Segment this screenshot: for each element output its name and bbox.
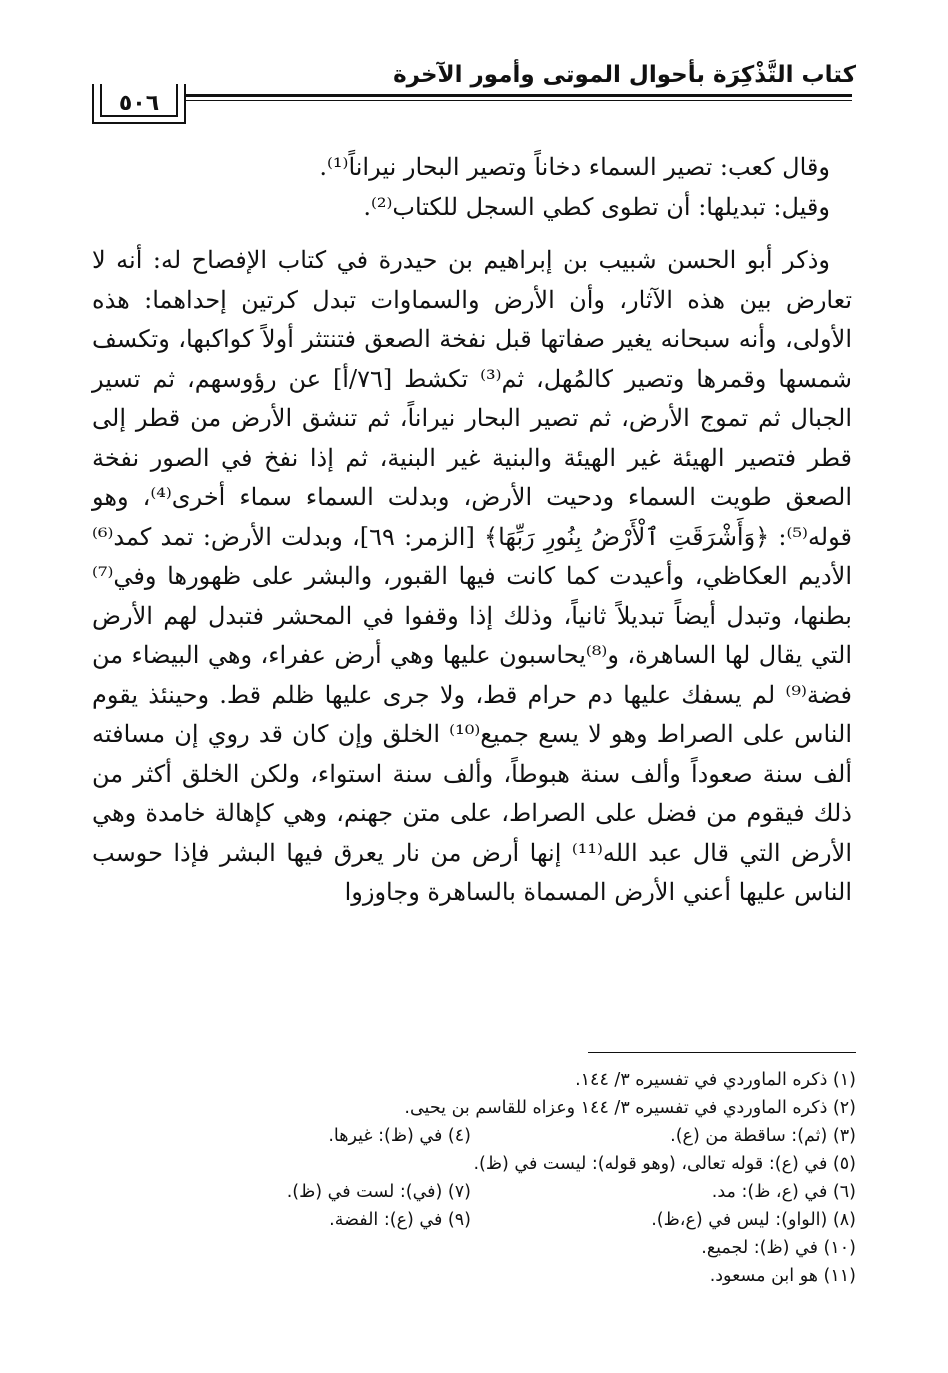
header-rule-thin	[92, 100, 852, 101]
footnote: (٢) ذكره الماوردي في تفسيره ٣/ ١٤٤ وعزاه للقاسم بن يحيى.	[404, 1098, 856, 1118]
page-number: ٥٠٦	[118, 91, 160, 116]
footnote-row	[96, 1150, 856, 1178]
footnote-separator	[588, 1052, 856, 1053]
footnote-row	[96, 1178, 856, 1206]
footnote-row	[96, 1262, 856, 1290]
page-number-frame	[100, 84, 178, 117]
header-rule	[92, 94, 852, 97]
running-title: كتاب التَّذْكِرَة بأحوال الموتى وأمور الآخرة	[393, 62, 856, 88]
footnote-row	[96, 1234, 856, 1262]
footnote: (٦) في (ع، ظ): مد.	[711, 1182, 856, 1202]
footnote: (١٠) في (ظ): لجميع.	[701, 1238, 856, 1258]
text-line: وقيل: تبديلها: أن تطوى كطي السجل للكتاب⁽²⁾.	[363, 192, 830, 221]
text-line: وقال كعب: تصير السماء دخاناً وتصير البحار نيراناً⁽¹⁾.	[319, 153, 830, 181]
footnote-row	[96, 1206, 856, 1234]
footnote: (٨) (الواو): ليس في (ع،ظ).	[651, 1210, 856, 1230]
text-paragraph: وذكر أبو الحسن شبيب بن إبراهيم بن حيدرة في كتاب الإفصاح له: أنه لا تعارض بين هذه الآثار، وأن الأرض والسماوات تبدل كرتين إحداهما: هذه الأولى، وأنه سبحانه يغير صفاتها قبل نفخة الصعق فتنتثر أولاً كواكبها، وتكسف شمسها وقمرها وتصير كالمُهل، ثم⁽³⁾ تكشط [٧٦/أ] عن رؤوسهم، ثم تسير الجبال ثم تموج الأرض، ثم تصير البحار نيراناً، ثم تنشق الأرض من قطر إلى قطر فتصير الهيئة غير الهيئة والبنية غير البنية، ثم إذا نفخ في الصور نفخة الصعق طويت السماء ودحيت الأرض، وبدلت السماء سماء أخرى⁽⁴⁾، وهو قوله⁽⁵⁾: ﴿وَأَشْرَقَتِ ٱلْأَرْضُ بِنُورِ رَبِّهَا﴾ [الزمر: ٦٩]، وبدلت الأرض: تمد كمد⁽⁶⁾ الأديم العكاظي، وأعيدت كما كانت فيها القبور، والبشر على ظهورها وفي⁽⁷⁾ بطنها، وتبدل أيضاً تبديلاً ثانياً، وذلك إذا وقفوا في المحشر فتبدل لهم الأرض التي يقال لها الساهرة، و⁽⁸⁾يحاسبون عليها وهي أرض عفراء، وهي البيضاء من فضة⁽⁹⁾ لم يسفك عليها دم حرام قط، ولا جرى عليها ظلم قط. وحينئذ يقوم الناس على الصراط وهو لا يسع جميع⁽¹⁰⁾ الخلق وإن كان قد روي إن مسافته ألف سنة صعوداً وألف سنة هبوطاً، وألف سنة استواء، ولكن الخلق أكثر من ذلك فيقوم من فضل على الصراط، على متن جهنم، وهي كإهالة خامدة وهي الأرض التي قال عبد الله⁽¹¹⁾ إنها أرض من نار يعرق فيها البشر فإذا حوسب الناس عليها أعني الأرض المسماة بالساهرة وجاوزوا	[92, 246, 853, 906]
footnote: (٩) في (ع): الفضة.	[329, 1210, 471, 1230]
footnote-row	[96, 1066, 856, 1094]
footnote: (٣) (ثم): ساقطة من (ع).	[670, 1126, 856, 1146]
footnote-row	[96, 1122, 856, 1150]
footnote: (٤) في (ظ): غيرها.	[328, 1126, 471, 1146]
footnote: (١) ذكره الماوردي في تفسيره ٣/ ١٤٤.	[575, 1070, 856, 1090]
footnote-row	[96, 1094, 856, 1122]
page-number-box	[92, 84, 186, 124]
footnote: (٥) في (ع): قوله تعالى، (وهو قوله): ليست في (ظ).	[473, 1154, 856, 1174]
footnotes	[96, 1066, 856, 1290]
footnote: (٧) (في): لست في (ظ).	[286, 1182, 471, 1202]
main-text	[92, 148, 852, 913]
footnote: (١١) هو ابن مسعود.	[709, 1266, 856, 1286]
